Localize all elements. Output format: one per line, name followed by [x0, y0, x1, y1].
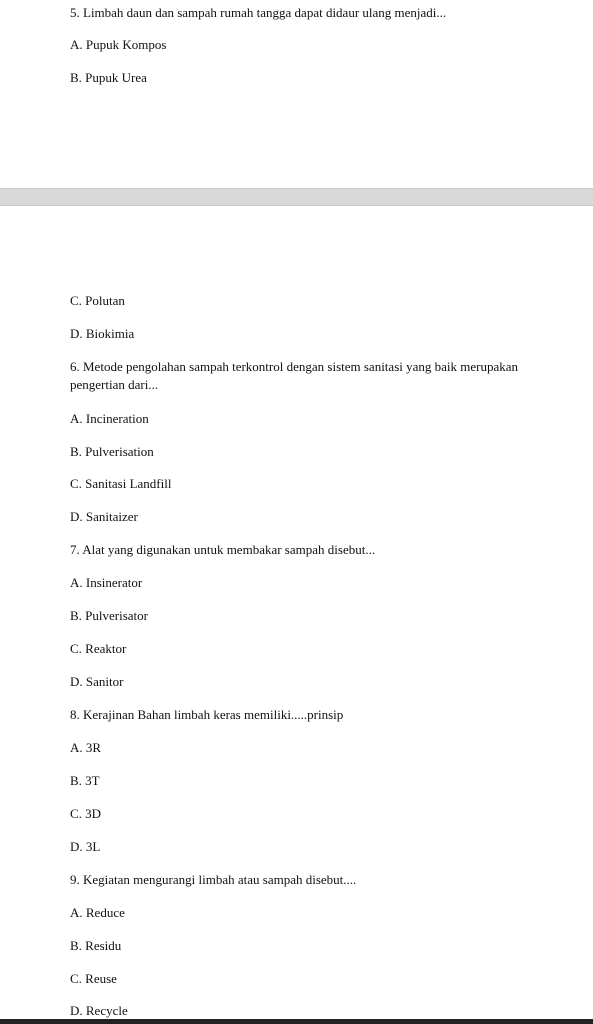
question-8: 8. Kerajinan Bahan limbah keras memiliki.....prinsip: [70, 707, 344, 722]
q9-option-a: A. Reduce: [70, 905, 125, 920]
q5-option-b: B. Pupuk Urea: [70, 70, 147, 85]
q5-option-d: D. Biokimia: [70, 326, 135, 341]
q6-option-b: B. Pulverisation: [70, 444, 154, 459]
question-7: 7. Alat yang digunakan untuk membakar sampah disebut...: [70, 542, 376, 557]
q7-option-c: C. Reaktor: [70, 641, 127, 656]
bottom-edge: [0, 1019, 593, 1024]
q6-option-d: D. Sanitaizer: [70, 509, 138, 524]
q8-option-d: D. 3L: [70, 839, 101, 854]
question-6: 6. Metode pengolahan sampah terkontrol dengan sistem sanitasi yang baik merupakan pengertian dari...: [70, 359, 519, 392]
q7-option-a: A. Insinerator: [70, 575, 143, 590]
q6-option-a: A. Incineration: [70, 411, 149, 426]
q6-option-c: C. Sanitasi Landfill: [70, 476, 172, 491]
q9-option-b: B. Residu: [70, 938, 122, 953]
q5-option-a: A. Pupuk Kompos: [70, 37, 167, 52]
q8-option-b: B. 3T: [70, 773, 100, 788]
q5-option-c: C. Polutan: [70, 293, 125, 308]
q7-option-b: B. Pulverisator: [70, 608, 148, 623]
q8-option-c: C. 3D: [70, 806, 102, 821]
q9-option-c: C. Reuse: [70, 971, 117, 986]
page-separator: [0, 188, 593, 206]
question-9: 9. Kegiatan mengurangi limbah atau sampah disebut....: [70, 872, 357, 887]
q8-option-a: A. 3R: [70, 740, 102, 755]
q9-option-d: D. Recycle: [70, 1003, 128, 1018]
question-5: 5. Limbah daun dan sampah rumah tangga dapat didaur ulang menjadi...: [70, 5, 447, 20]
q7-option-d: D. Sanitor: [70, 674, 124, 689]
